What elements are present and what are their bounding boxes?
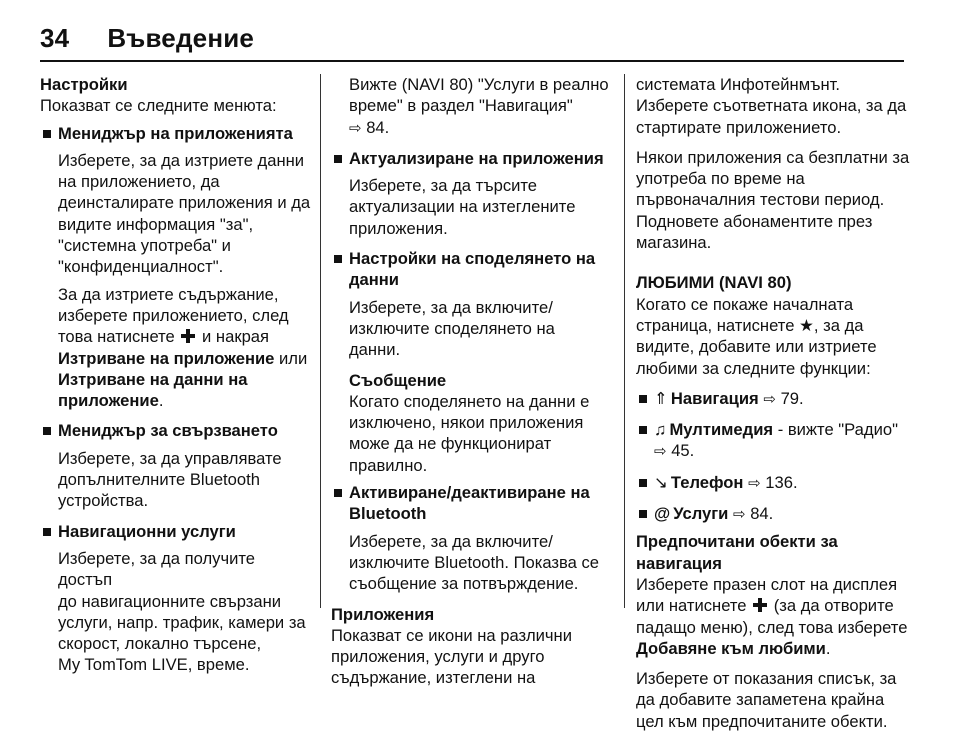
text-line: видите информация "за", [58,214,254,234]
preferred-block [636,531,912,659]
apps-block [331,604,609,689]
text-line: цел към предпочитаните обекти. [636,711,888,731]
text-line: до навигационните свързани [58,591,282,611]
text-span: 84. [366,117,390,137]
arrow-right-icon: ⇨ [732,506,746,524]
page-number: 34 [40,22,70,53]
text-line: Изберете, за да търсите [349,176,538,196]
text-line: любими за следните функции: [636,358,871,378]
text-span: и накрая [202,327,270,347]
text-span: 136. [765,472,798,492]
notice-heading: Съобщение [349,370,447,390]
text-line: Изберете, за да включите/ [349,531,553,551]
list-item-connection-manager [40,420,312,511]
text-line: приложения. [349,218,448,238]
text-line: Вижте (NAVI 80) "Услуги в реално [349,75,609,94]
text-line: първоначалния тестови период. [636,190,885,210]
last-text [636,668,912,732]
text-line: Изберете съответната икона, за да [636,96,907,116]
text-line: Изберете, за да изтриете данни [58,150,305,170]
item-title: Активиране/деактивиране на [349,483,590,503]
text-line: данни. [349,340,401,360]
list-item-data-sharing [331,248,609,360]
continued-text [636,74,912,138]
item-title: Навигационни услуги [58,521,236,541]
text-line: допълнителните Bluetooth [58,470,260,490]
item-body [58,448,312,512]
notice-block [331,370,609,476]
list-item-fav-navigation [636,388,912,410]
text-line: употреба по време на [636,169,805,189]
plus-icon [753,598,767,612]
text-line: съдържание, изтеглени на [331,668,536,688]
arrow-right-icon: ⇨ [349,119,362,137]
text-line: Подновете абонаментите през [636,211,873,231]
item-body [349,175,609,239]
text-line: Изберете от показания списък, за [636,669,897,689]
bold-term: Услуги [673,504,729,524]
text-line: услуги, напр. трафик, камери за [58,612,306,632]
text-span: това натиснете [58,327,175,347]
item-title: Актуализиране на приложения [349,148,604,168]
text-line: устройства. [58,491,149,511]
continued-text [331,74,609,139]
item-title: Мениджър на приложенията [58,123,293,143]
text-span: (за да отворите [773,596,894,616]
free-apps-text [636,147,912,253]
text-line [58,326,312,347]
apps-heading: Приложения [331,604,435,624]
text-span: или [279,348,308,368]
favourites-block [636,272,912,378]
column-divider [320,74,321,608]
item-title: данни [349,270,400,290]
text-line: скорост, локално търсене, [58,634,262,654]
text-line: време" в раздел "Навигация" [349,96,573,116]
favourites-heading: ЛЮБИМИ (NAVI 80) [636,273,792,293]
text-line: Когато се покаже началната [636,294,854,314]
item-body-2 [58,284,312,412]
text-line: Изберете, за да управлявате [58,448,282,468]
text-span: . [158,391,164,411]
music-note-icon: ♫ [654,420,667,440]
column-3 [636,74,912,732]
bold-term: Мултимедия [669,420,774,440]
page-reference [349,117,609,139]
bold-term: Изтриване на приложение [58,348,275,368]
text-span: . [825,638,831,658]
text-line: магазина. [636,233,712,253]
item-body [349,297,609,361]
list-item-fav-phone [636,472,912,494]
text-line: може да не функционират [349,434,552,454]
settings-heading: Настройки [40,75,128,94]
text-line [58,369,312,390]
arrow-right-icon: ⇨ [748,474,761,492]
bold-term: Навигация [670,388,759,408]
text-line: видите, добавите или изтриете [636,337,877,357]
bold-term: Телефон [670,472,744,492]
text-line: актуализации на изтеглените [349,197,576,217]
text-line: изключено, някои приложения [349,413,584,433]
list-item-fav-multimedia [636,419,912,463]
text-line: Когато споделянето на данни е [349,391,590,411]
list-item-app-updates [331,148,609,239]
text-line: деинсталирате приложения и да [58,193,311,213]
text-line: Изберете, за да получите достъп [58,548,256,590]
plus-icon [181,329,195,343]
text-line: системата Инфотейнмънт. [636,75,841,94]
list-item-app-manager [40,123,312,412]
list-item-nav-services [40,521,312,676]
text-line: стартирате приложението. [636,117,842,137]
arrow-right-icon: ⇨ [763,390,776,408]
text-span: 45. [671,441,695,461]
text-line: "системна употреба" и [58,236,231,256]
item-title: Мениджър за свързването [58,421,278,441]
page-title: Въведение [107,22,255,53]
page-header [40,18,920,58]
column-2 [331,74,609,689]
text-line: падащо меню), след това изберете [636,617,908,637]
list-item-bluetooth [331,482,609,594]
text-line: Изберете празен слот на дисплея [636,574,898,594]
text-line [636,595,912,616]
item-body [349,531,609,595]
arrow-right-icon: ⇨ [654,443,667,461]
navigation-icon: ⇑ [654,388,668,408]
item-title: Bluetooth [349,504,427,524]
text-line: правилно. [349,455,428,475]
text-line: да добавите запаметена крайна [636,690,885,710]
text-line [636,638,912,659]
header-rule [40,60,904,62]
phone-icon: ↘ [654,472,668,492]
text-line: Някои приложения са безплатни за [636,147,910,167]
list-item-fav-services [636,503,912,525]
item-body [58,150,312,278]
text-span: - вижте "Радио" [777,420,898,440]
bold-term: Изтриване на данни на [58,369,248,389]
text-line: изберете приложението, след [58,305,289,325]
settings-intro: Показват се следните менюта: [40,96,277,116]
text-line: За да изтриете съдържание, [58,284,279,304]
text-line: Изберете, за да включите/ [349,297,553,317]
column-divider [624,74,625,608]
text-line: изключите Bluetooth. Показва се [349,552,600,572]
bold-term: приложение [58,391,159,411]
preferred-heading: Предпочитани обекти за навигация [636,532,838,573]
column-1 [40,74,312,676]
at-icon: @ [654,504,671,524]
text-line: My TomTom LIVE, време. [58,655,250,675]
item-title: Настройки на споделянето на [349,249,596,269]
text-line [58,390,312,411]
bold-term: Добавяне към любими [636,638,826,658]
text-line: страница, натиснете ★, за да [636,315,864,335]
text-line: Показват се икони на различни [331,625,572,645]
text-line: приложения, услуги и друго [331,647,545,667]
text-line: на приложението, да [58,172,220,192]
text-span: 79. [780,388,804,408]
text-line: "конфиденциалност". [58,257,224,277]
text-line: изключите споделянето на [349,318,555,338]
text-line: съобщение за потвърждение. [349,574,579,594]
text-span: 84. [750,504,774,524]
text-line [58,348,312,369]
text-span: или натиснете [636,596,747,616]
item-body [58,548,312,676]
